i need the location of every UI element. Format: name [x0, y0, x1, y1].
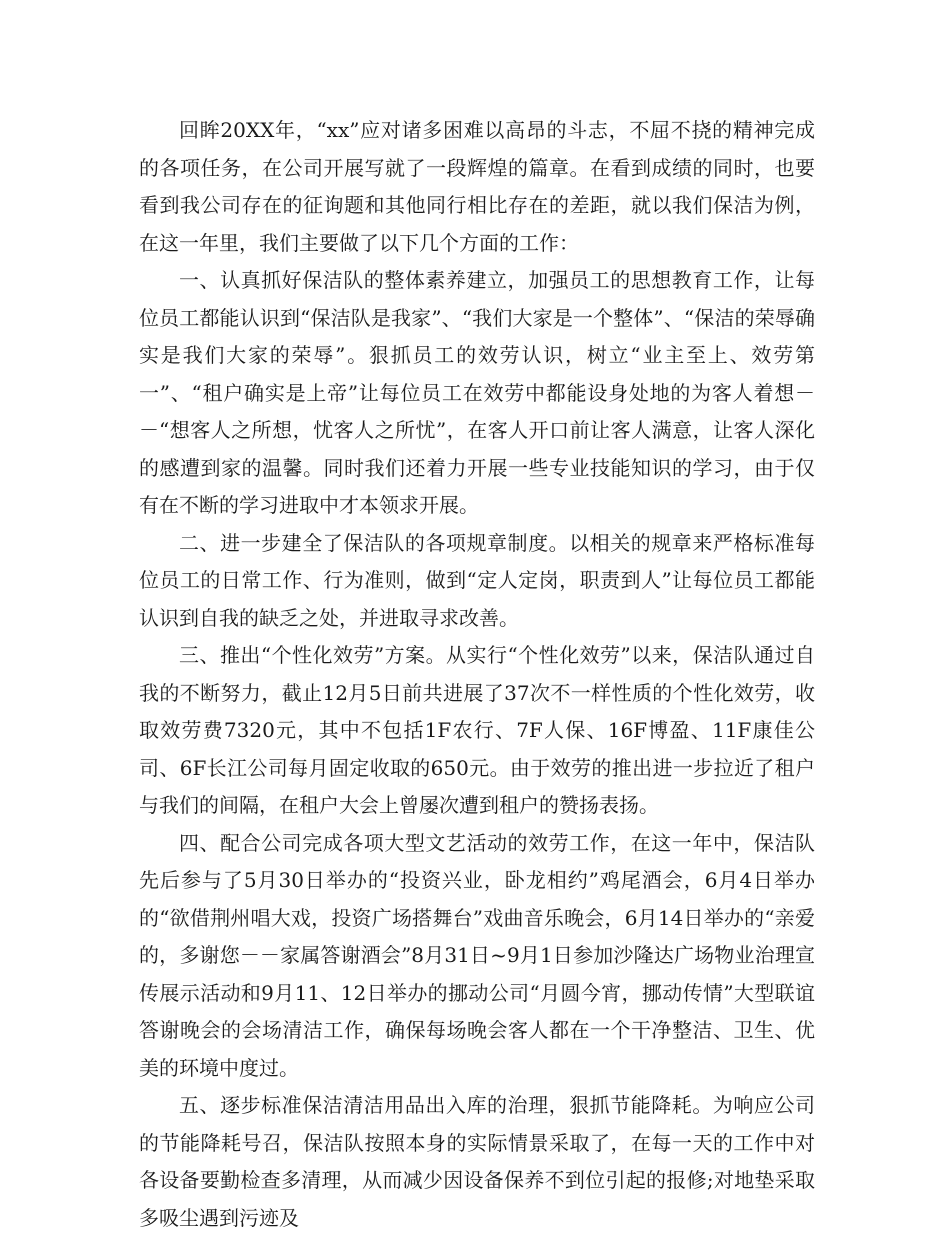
document-body — [139, 112, 815, 1237]
paragraph-item-3: 三、推出“个性化效劳”方案。从实行“个性化效劳”以来，保洁队通过自我的不断努力，截止12月5日前共进展了37次不一样性质的个性化效劳，收取效劳费7320元，其中不包括1F农行、7F人保、16F博盈、11F康佳公司、6F长江公司每月固定收取的650元。由于效劳的推出进一步拉近了租户与我们的间隔，在租户大会上曾屡次遭到租户的赞扬表扬。 — [139, 643, 815, 817]
paragraph-intro: 回眸20XX年，“xx”应对诸多困难以高昂的斗志，不屈不挠的精神完成的各项任务，在公司开展写就了一段辉煌的篇章。在看到成绩的同时，也要看到我公司存在的征询题和其他同行相比存在的差距，就以我们保洁为例，在这一年里，我们主要做了以下几个方面的工作： — [139, 118, 815, 255]
paragraph-item-2: 二、进一步建全了保洁队的各项规章制度。以相关的规章来严格标准每位员工的日常工作、行为准则，做到“定人定岗，职责到人”让每位员工都能认识到自我的缺乏之处，并进取寻求改善。 — [139, 530, 815, 630]
paragraph-item-5: 五、逐步标准保洁清洁用品出入库的治理，狠抓节能降耗。为响应公司的节能降耗号召，保洁队按照本身的实际情景采取了，在每一天的工作中对各设备要勤检查多清理，从而减少因设备保养不到位引起的报修;对地垫采取多吸尘遇到污迹及 — [139, 1093, 815, 1230]
paragraph-item-1: 一、认真抓好保洁队的整体素养建立，加强员工的思想教育工作，让每位员工都能认识到“保洁队是我家”、“我们大家是一个整体”、“保洁的荣辱确实是我们大家的荣辱”。狠抓员工的效劳认识，树立“业主至上、效劳第一”、“租户确实是上帝”让每位员工在效劳中都能设身处地的为客人着想－－“想客人之所想，忧客人之所忧”，在客人开口前让客人满意，让客人深化的感遭到家的温馨。同时我们还着力开展一些专业技能知识的学习，由于仅有在不断的学习进取中才本领求开展。 — [139, 268, 815, 517]
paragraph-item-4: 四、配合公司完成各项大型文艺活动的效劳工作，在这一年中，保洁队先后参与了5月30日举办的“投资兴业，卧龙相约”鸡尾酒会，6月4日举办的“欲借荆州唱大戏，投资广场搭舞台”戏曲音乐晚会，6月14日举办的“亲爱的，多谢您－－家属答谢酒会”8月31日~9月1日参加沙隆达广场物业治理宣传展示活动和9月11、12日举办的挪动公司“月圆今宵，挪动传情”大型联谊答谢晚会的会场清洁工作，确保每场晚会客人都在一个干净整洁、卫生、优美的环境中度过。 — [139, 830, 815, 1080]
